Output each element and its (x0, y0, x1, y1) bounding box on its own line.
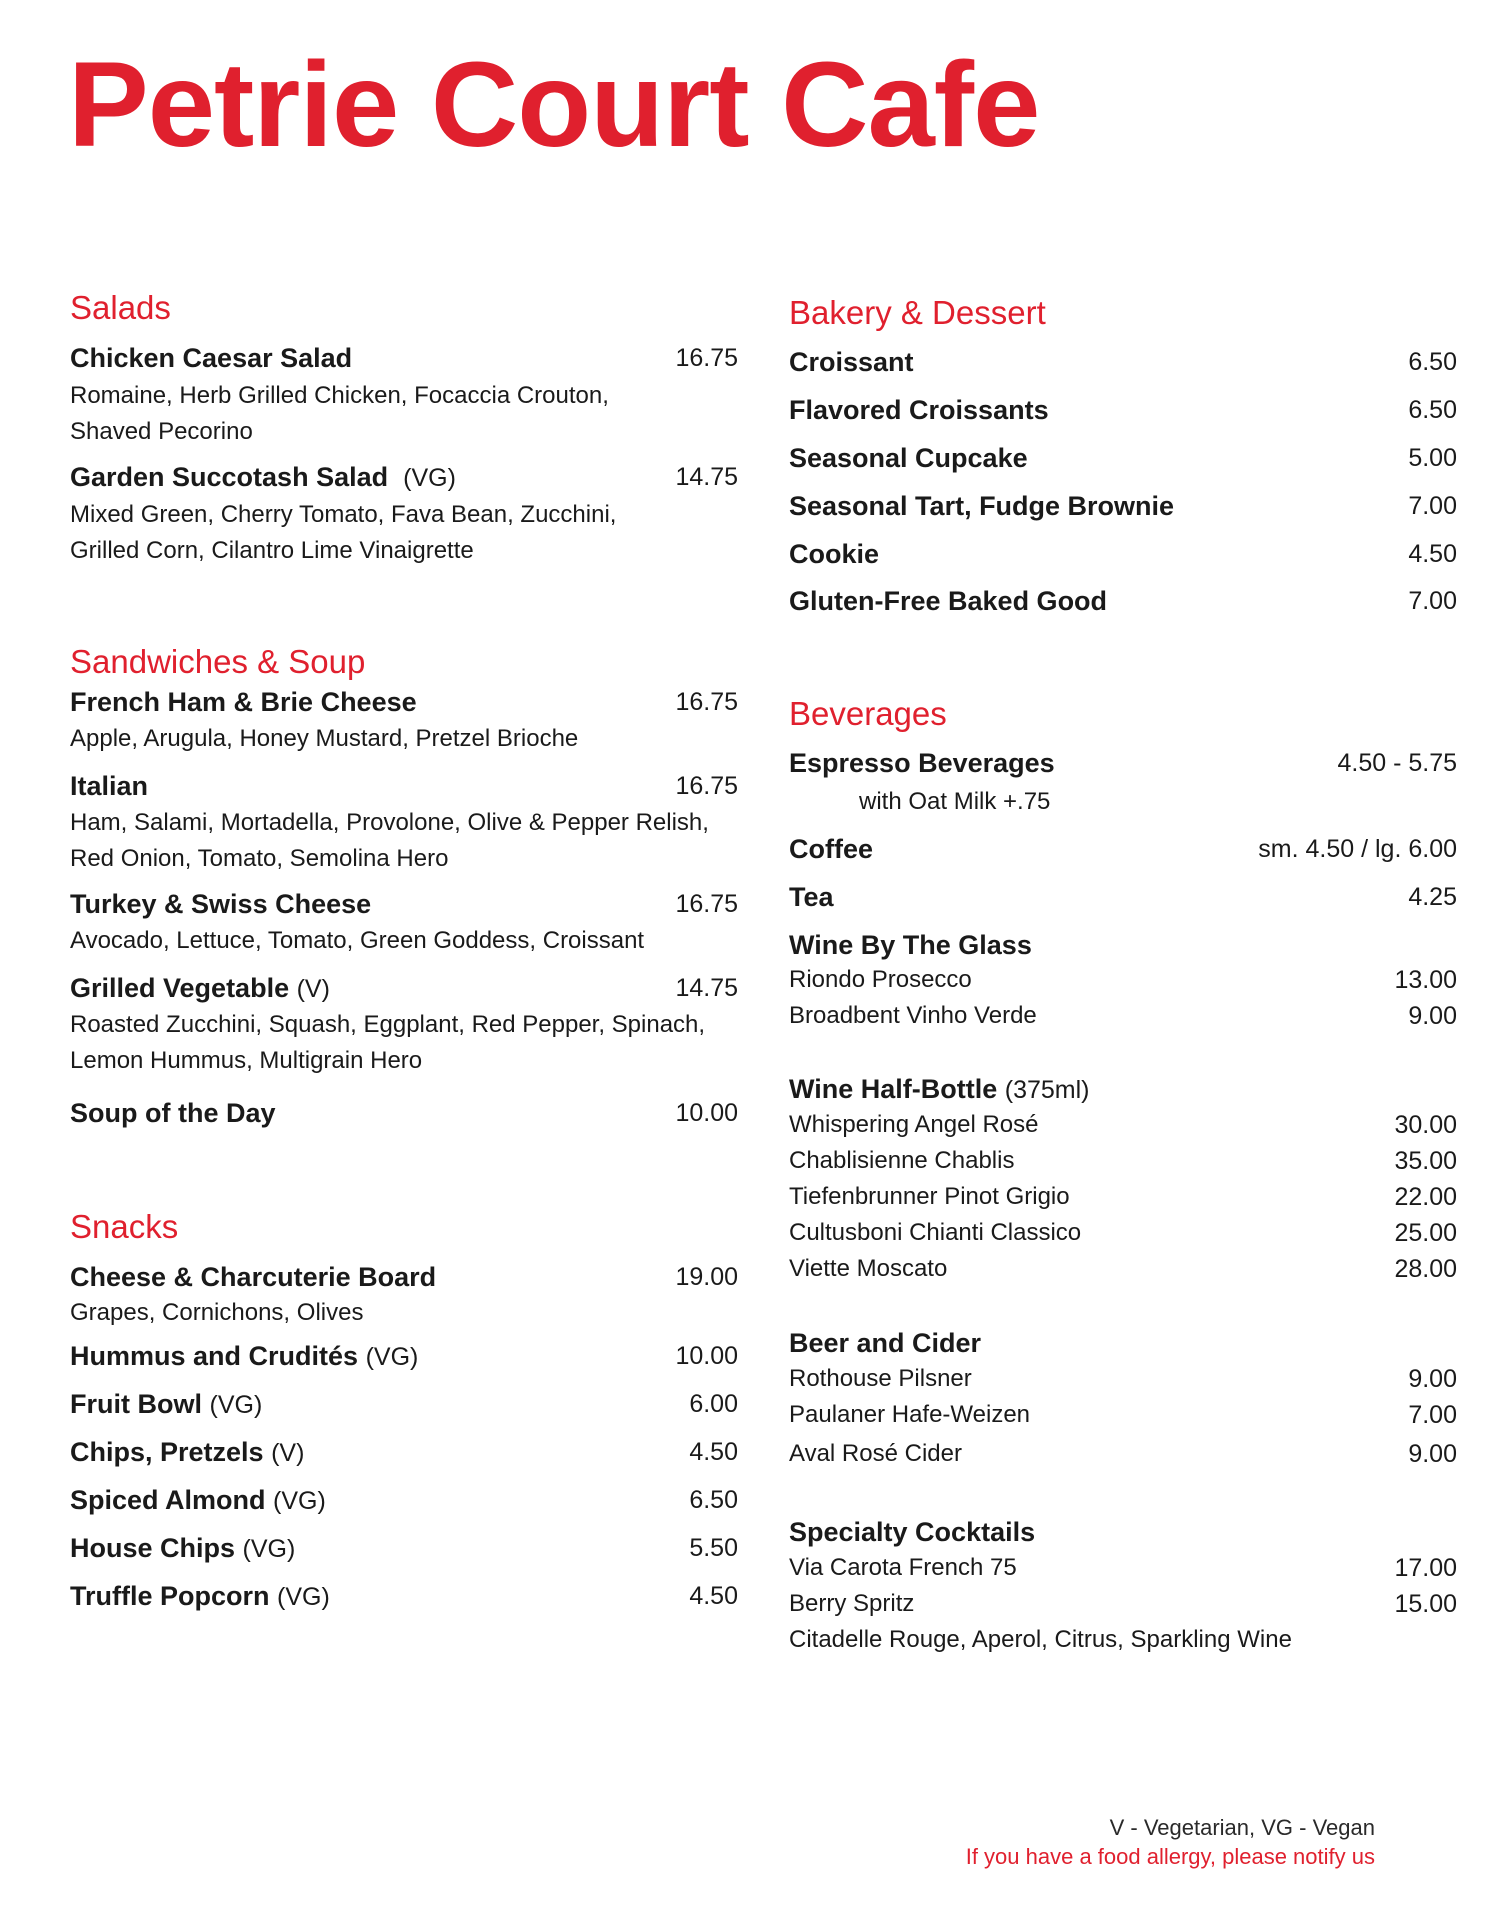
menu-item (789, 345, 1457, 379)
menu-item (789, 441, 1457, 475)
list-item (789, 1437, 1457, 1471)
item-name: Soup of the Day (70, 1098, 276, 1128)
item-name: Specialty Cocktails (789, 1517, 1036, 1547)
menu-item (789, 746, 1457, 780)
item-price: 9.00 (1408, 1365, 1457, 1393)
menu-item (789, 393, 1457, 427)
item-price: 30.00 (1394, 1111, 1457, 1139)
item-description: Grilled Corn, Cilantro Lime Vinaigrette (70, 537, 474, 564)
item-description: Red Onion, Tomato, Semolina Hero (70, 845, 449, 872)
menu-item (789, 537, 1457, 571)
item-name: Paulaner Hafe-Weizen (789, 1401, 1031, 1428)
item-name: Cookie (789, 539, 880, 569)
item-name: Truffle Popcorn (VG) (70, 1581, 330, 1611)
subsection-heading (789, 1326, 1457, 1360)
item-name: Turkey & Swiss Cheese (70, 889, 372, 919)
item-price: 22.00 (1394, 1183, 1457, 1211)
list-item (789, 1362, 1457, 1396)
item-name: Italian (70, 771, 149, 801)
item-name: Chicken Caesar Salad (70, 343, 353, 373)
diet-tag: (V) (271, 1439, 305, 1467)
item-price: 5.00 (1408, 444, 1457, 472)
item-price: 6.50 (1408, 396, 1457, 424)
item-description: Apple, Arugula, Honey Mustard, Pretzel Brioche (70, 725, 579, 752)
item-price: 4.50 (689, 1438, 738, 1466)
item-name: Cultusboni Chianti Classico (789, 1219, 1082, 1246)
menu-item (789, 584, 1457, 618)
item-price: 6.00 (689, 1390, 738, 1418)
item-price: 17.00 (1394, 1554, 1457, 1582)
item-description: Romaine, Herb Grilled Chicken, Focaccia Crouton, (70, 382, 609, 409)
diet-tag: (VG) (277, 1583, 330, 1611)
menu-item (70, 1096, 738, 1130)
item-name: Hummus and Crudités (VG) (70, 1341, 419, 1371)
list-item (789, 1252, 1457, 1286)
item-name: Viette Moscato (789, 1255, 948, 1282)
item-price: 4.50 (689, 1582, 738, 1610)
section-heading-beverages: Beverages (789, 695, 947, 732)
menu-item (70, 1531, 738, 1565)
section-heading-sandwiches: Sandwiches & Soup (70, 643, 366, 680)
item-name: Broadbent Vinho Verde (789, 1002, 1037, 1029)
section-heading-bakery: Bakery & Dessert (789, 294, 1046, 331)
allergy-notice: If you have a food allergy, please notify us (965, 1844, 1375, 1869)
item-name: Rothouse Pilsner (789, 1365, 972, 1392)
menu-item (789, 489, 1457, 523)
item-name: Wine Half-Bottle (375ml) (789, 1074, 1090, 1104)
list-item (789, 999, 1457, 1033)
list-item (789, 1398, 1457, 1432)
item-name: Aval Rosé Cider (789, 1440, 962, 1467)
list-item (789, 1551, 1457, 1585)
menu-item (70, 971, 738, 1005)
item-description: Avocado, Lettuce, Tomato, Green Goddess, Croissant (70, 927, 645, 954)
item-name: House Chips (VG) (70, 1533, 296, 1563)
menu-item (70, 1483, 738, 1517)
menu-item (789, 880, 1457, 914)
menu-item (70, 1387, 738, 1421)
item-name: Riondo Prosecco (789, 966, 972, 993)
item-description: Lemon Hummus, Multigrain Hero (70, 1047, 423, 1074)
item-price: 6.50 (1408, 348, 1457, 376)
list-item (789, 1180, 1457, 1214)
diet-tag: (VG) (209, 1391, 263, 1419)
item-price: 14.75 (675, 974, 738, 1002)
volume-tag: (375ml) (1004, 1076, 1090, 1104)
item-description: Citadelle Rouge, Aperol, Citrus, Sparkling Wine (789, 1626, 1292, 1653)
item-price: 7.00 (1408, 587, 1457, 615)
item-price: 6.50 (689, 1486, 738, 1514)
diet-legend: V - Vegetarian, VG - Vegan (1109, 1815, 1375, 1840)
item-name: Espresso Beverages (789, 748, 1055, 778)
item-name: French Ham & Brie Cheese (70, 687, 417, 717)
item-name: Beer and Cider (789, 1328, 982, 1358)
menu-item (70, 685, 738, 719)
item-price: 16.75 (675, 344, 738, 372)
list-item (789, 1216, 1457, 1250)
list-item (789, 1144, 1457, 1178)
item-price: 19.00 (675, 1263, 738, 1291)
item-name: Seasonal Tart, Fudge Brownie (789, 491, 1175, 521)
menu-item (70, 460, 738, 494)
section-heading-snacks: Snacks (70, 1208, 179, 1245)
item-name: Chips, Pretzels (V) (70, 1437, 305, 1467)
item-price: 4.25 (1408, 883, 1457, 911)
diet-tag: (V) (296, 975, 330, 1003)
item-price: 5.50 (689, 1534, 738, 1562)
item-name: Seasonal Cupcake (789, 443, 1028, 473)
item-name: Spiced Almond (VG) (70, 1485, 326, 1515)
subsection-heading (789, 1072, 1457, 1106)
diet-tag: (VG) (403, 464, 456, 492)
item-name: Via Carota French 75 (789, 1554, 1017, 1581)
subsection-heading (789, 1515, 1457, 1549)
item-price: 25.00 (1394, 1219, 1457, 1247)
item-price: 4.50 (1408, 540, 1457, 568)
item-price: 16.75 (675, 688, 738, 716)
item-name: Chablisienne Chablis (789, 1147, 1015, 1174)
item-description: Mixed Green, Cherry Tomato, Fava Bean, Zucchini, (70, 501, 617, 528)
diet-tag: (VG) (273, 1487, 326, 1515)
item-price: 28.00 (1394, 1255, 1457, 1283)
item-price: 4.50 - 5.75 (1337, 749, 1457, 777)
item-price: 10.00 (675, 1342, 738, 1370)
item-name: Fruit Bowl (VG) (70, 1389, 263, 1419)
item-name: Tiefenbrunner Pinot Grigio (789, 1183, 1070, 1210)
list-item (789, 1108, 1457, 1142)
item-price: sm. 4.50 / lg. 6.00 (1258, 835, 1457, 863)
item-price: 16.75 (675, 772, 738, 800)
item-price: 14.75 (675, 463, 738, 491)
item-price: 13.00 (1394, 966, 1457, 994)
menu-item (70, 341, 738, 375)
section-heading-salads: Salads (70, 289, 171, 326)
list-item (789, 1587, 1457, 1621)
menu-item (70, 1260, 738, 1294)
item-description: Ham, Salami, Mortadella, Provolone, Olive & Pepper Relish, (70, 809, 709, 836)
list-item (789, 963, 1457, 997)
menu-item (70, 1579, 738, 1613)
menu-item (789, 832, 1457, 866)
menu-item (70, 887, 738, 921)
page-title: Petrie Court Cafe (68, 36, 1040, 172)
item-price: 15.00 (1394, 1590, 1457, 1618)
item-price: 7.00 (1408, 1401, 1457, 1429)
item-price: 9.00 (1408, 1440, 1457, 1468)
menu-item (70, 769, 738, 803)
diet-tag: (VG) (242, 1535, 296, 1563)
item-name: Grilled Vegetable (V) (70, 973, 330, 1003)
diet-tag: (VG) (365, 1343, 419, 1371)
item-name: Berry Spritz (789, 1590, 915, 1617)
item-note: with Oat Milk +.75 (859, 788, 1051, 815)
item-price: 16.75 (675, 890, 738, 918)
item-description: Shaved Pecorino (70, 418, 253, 445)
item-price: 7.00 (1408, 492, 1457, 520)
item-description: Grapes, Cornichons, Olives (70, 1299, 364, 1326)
item-name: Whispering Angel Rosé (789, 1111, 1039, 1138)
item-name: Coffee (789, 834, 874, 864)
subsection-heading (789, 928, 1457, 962)
item-price: 10.00 (675, 1099, 738, 1127)
item-name: Tea (789, 882, 834, 912)
item-name: Garden Succotash Salad (VG) (70, 462, 456, 492)
menu-item (70, 1339, 738, 1373)
item-description: Roasted Zucchini, Squash, Eggplant, Red Pepper, Spinach, (70, 1011, 706, 1038)
menu-item (70, 1435, 738, 1469)
item-name: Wine By The Glass (789, 930, 1032, 960)
item-name: Gluten-Free Baked Good (789, 586, 1108, 616)
item-name: Flavored Croissants (789, 395, 1049, 425)
item-price: 9.00 (1408, 1002, 1457, 1030)
item-price: 35.00 (1394, 1147, 1457, 1175)
item-name: Cheese & Charcuterie Board (70, 1262, 437, 1292)
item-name: Croissant (789, 347, 914, 377)
